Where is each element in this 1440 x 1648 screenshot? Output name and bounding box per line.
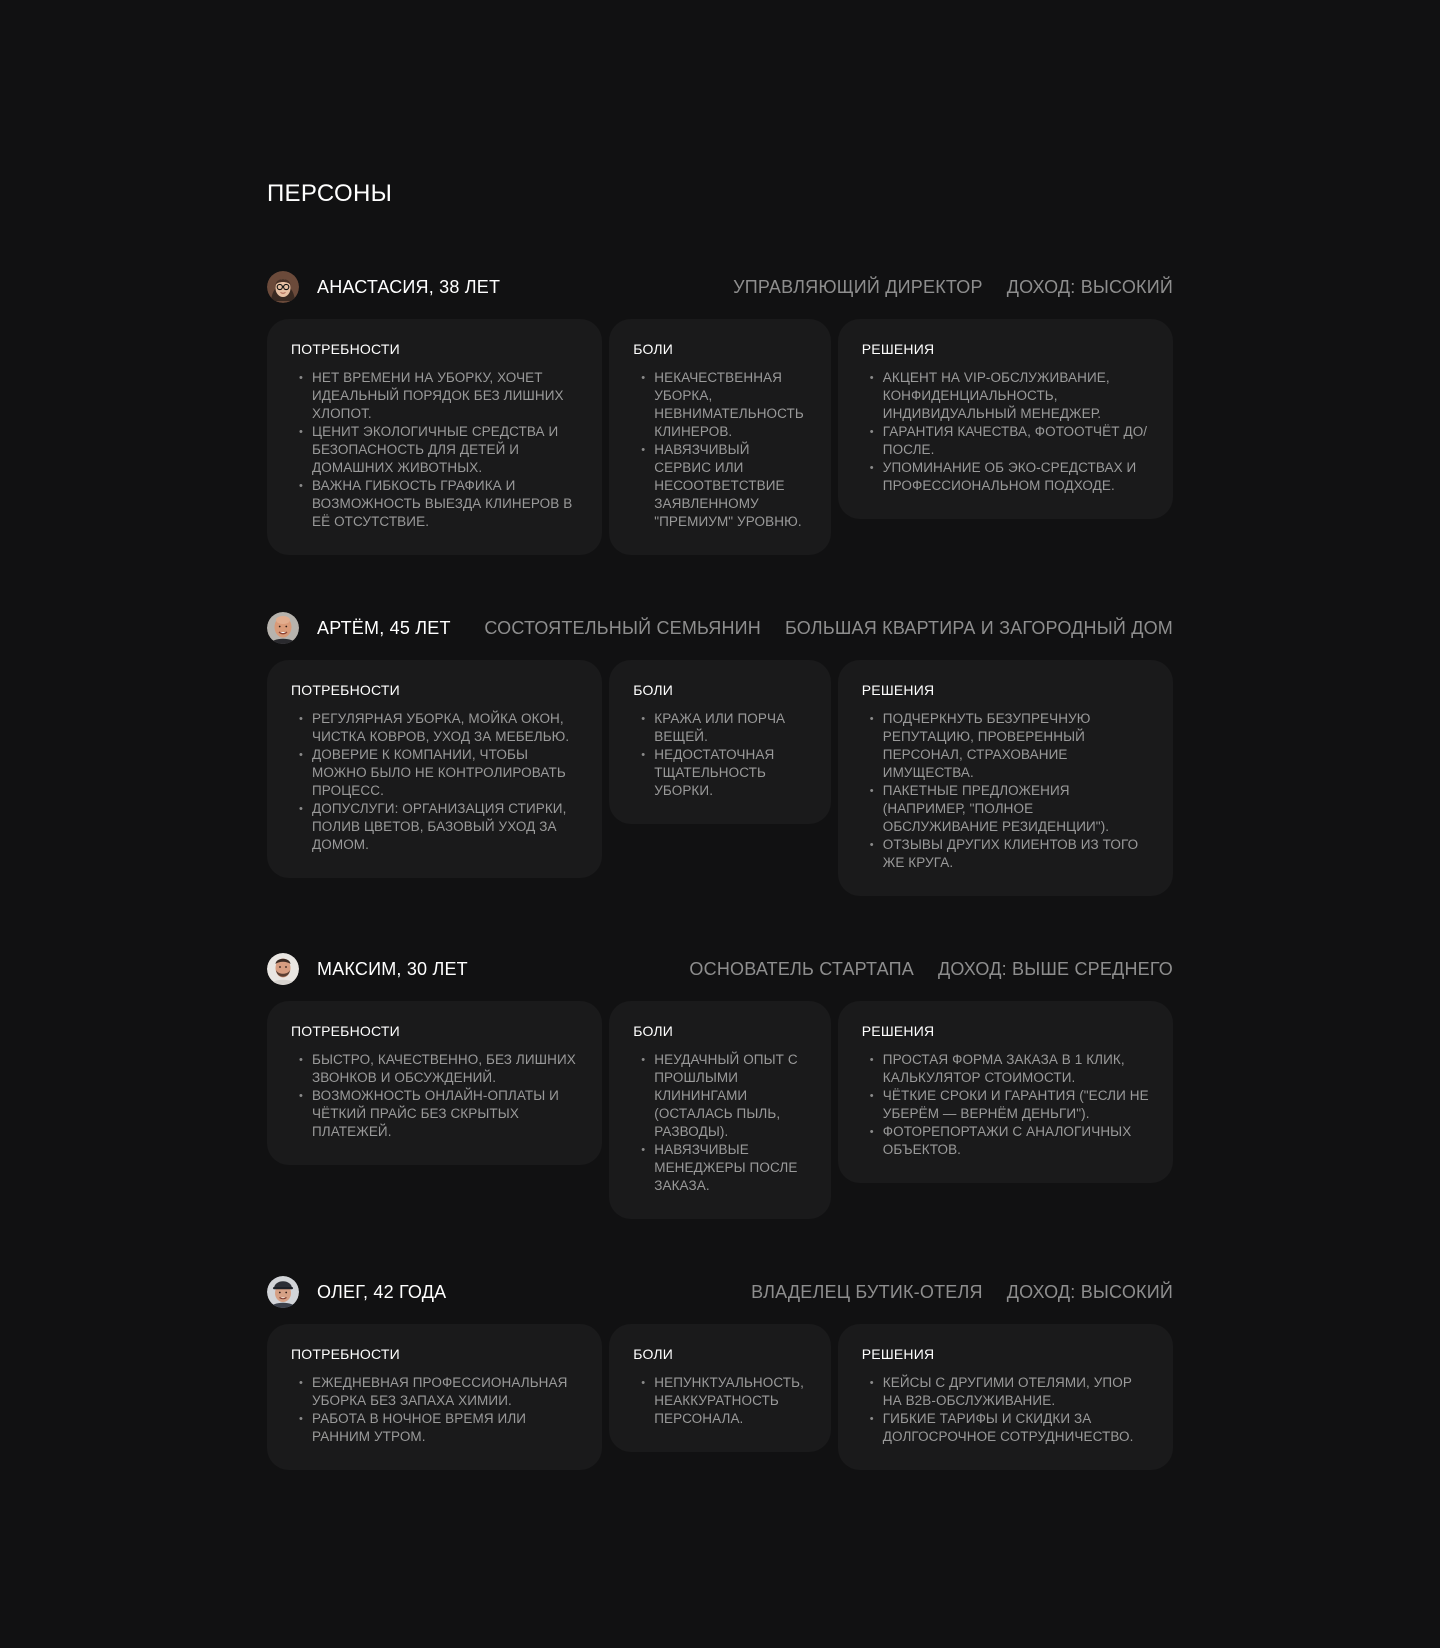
persona-cards	[267, 1001, 1173, 1219]
persona-maksim	[267, 952, 1173, 1219]
persona-header	[267, 270, 1173, 304]
list-item: • ЕЖЕДНЕВНАЯ ПРОФЕССИОНАЛЬНАЯ УБОРКА БЕЗ ЗАПАХА ХИМИИ.	[291, 1374, 578, 1410]
pains-card	[609, 1001, 831, 1219]
list-item: • РАБОТА В НОЧНОЕ ВРЕМЯ ИЛИ РАННИМ УТРОМ.	[291, 1410, 578, 1446]
list-item: • КЕЙСЫ С ДРУГИМИ ОТЕЛЯМИ, УПОР НА B2B-ОБСЛУЖИВАНИЕ.	[862, 1374, 1149, 1410]
man-with-cap-avatar	[267, 1276, 299, 1308]
needs-title: ПОТРЕБНОСТИ	[291, 682, 400, 698]
list-item: • ЦЕНИТ ЭКОЛОГИЧНЫЕ СРЕДСТВА И БЕЗОПАСНОСТЬ ДЛЯ ДЕТЕЙ И ДОМАШНИХ ЖИВОТНЫХ.	[291, 423, 578, 477]
list-item: • РЕГУЛЯРНАЯ УБОРКА, МОЙКА ОКОН, ЧИСТКА КОВРОВ, УХОД ЗА МЕБЕЛЬЮ.	[291, 710, 578, 746]
persona-identity	[267, 612, 451, 644]
persona-identity	[267, 953, 468, 985]
needs-title: ПОТРЕБНОСТИ	[291, 341, 400, 357]
list-item: • НЕКАЧЕСТВЕННАЯ УБОРКА, НЕВНИМАТЕЛЬНОСТЬ КЛИНЕРОВ.	[633, 369, 807, 441]
solutions-title: РЕШЕНИЯ	[861, 341, 935, 357]
persona-tags	[751, 1282, 1173, 1303]
solutions-card	[838, 660, 1173, 896]
list-item: • ПРОСТАЯ ФОРМА ЗАКАЗА В 1 КЛИК, КАЛЬКУЛЯТОР СТОИМОСТИ.	[862, 1051, 1149, 1087]
solutions-title: РЕШЕНИЯ	[861, 1023, 935, 1039]
pains-title: БОЛИ	[633, 341, 674, 357]
persona-cards	[267, 1324, 1173, 1470]
list-item: • НЕУДАЧНЫЙ ОПЫТ С ПРОШЛЫМИ КЛИНИНГАМИ (ОСТАЛАСЬ ПЫЛЬ, РАЗВОДЫ).	[633, 1051, 807, 1141]
list-item: • УПОМИНАНИЕ ОБ ЭКО-СРЕДСТВАХ И ПРОФЕССИОНАЛЬНОМ ПОДХОДЕ.	[862, 459, 1149, 495]
needs-card	[267, 319, 602, 555]
solutions-list	[862, 369, 1149, 495]
persona-oleg	[267, 1275, 1173, 1470]
list-item: • ПОДЧЕРКНУТЬ БЕЗУПРЕЧНУЮ РЕПУТАЦИЮ, ПРОВЕРЕННЫЙ ПЕРСОНАЛ, СТРАХОВАНИЕ ИМУЩЕСТВА.	[862, 710, 1149, 782]
pains-title: БОЛИ	[633, 1023, 674, 1039]
list-item: • НАВЯЗЧИВЫЕ МЕНЕДЖЕРЫ ПОСЛЕ ЗАКАЗА.	[633, 1141, 807, 1195]
pains-list	[633, 710, 807, 800]
pains-card	[609, 1324, 831, 1452]
persona-anastasia	[267, 270, 1173, 555]
persona-name: ОЛЕГ, 42 ГОДА	[317, 1281, 447, 1302]
pains-card	[609, 319, 831, 555]
list-item: • НЕПУНКТУАЛЬНОСТЬ, НЕАККУРАТНОСТЬ ПЕРСОНАЛА.	[633, 1374, 807, 1428]
persona-tags	[484, 618, 1173, 639]
persona-income: ДОХОД: ВЫСОКИЙ	[1006, 1281, 1173, 1302]
list-item: • БЫСТРО, КАЧЕСТВЕННО, БЕЗ ЛИШНИХ ЗВОНКОВ И ОБСУЖДЕНИЙ.	[291, 1051, 578, 1087]
persona-tags	[733, 277, 1173, 298]
list-item: • НЕДОСТАТОЧНАЯ ТЩАТЕЛЬНОСТЬ УБОРКИ.	[633, 746, 807, 800]
pains-list	[633, 1374, 807, 1428]
persona-header	[267, 611, 1173, 645]
woman-with-glasses-avatar	[267, 271, 299, 303]
needs-list	[291, 1374, 578, 1446]
page-title: ПЕРСОНЫ	[267, 180, 393, 207]
needs-card	[267, 660, 602, 878]
pains-card	[609, 660, 831, 824]
bald-man-avatar	[267, 612, 299, 644]
needs-card	[267, 1001, 602, 1165]
persona-cards	[267, 660, 1173, 896]
persona-property: БОЛЬШАЯ КВАРТИРА И ЗАГОРОДНЫЙ ДОМ	[785, 617, 1173, 638]
pains-title: БОЛИ	[633, 682, 674, 698]
persona-name: АРТЁМ, 45 ЛЕТ	[317, 617, 451, 638]
list-item: • ДОПУСЛУГИ: ОРГАНИЗАЦИЯ СТИРКИ, ПОЛИВ ЦВЕТОВ, БАЗОВЫЙ УХОД ЗА ДОМОМ.	[291, 800, 578, 854]
solutions-card	[838, 1001, 1173, 1183]
needs-title: ПОТРЕБНОСТИ	[291, 1023, 400, 1039]
bearded-man-avatar	[267, 953, 299, 985]
list-item: • ЧЁТКИЕ СРОКИ И ГАРАНТИЯ ("ЕСЛИ НЕ УБЕРЁМ — ВЕРНЁМ ДЕНЬГИ").	[862, 1087, 1149, 1123]
needs-list	[291, 1051, 578, 1141]
list-item: • НЕТ ВРЕМЕНИ НА УБОРКУ, ХОЧЕТ ИДЕАЛЬНЫЙ ПОРЯДОК БЕЗ ЛИШНИХ ХЛОПОТ.	[291, 369, 578, 423]
persona-role: УПРАВЛЯЮЩИЙ ДИРЕКТОР	[733, 276, 983, 297]
list-item: • ВОЗМОЖНОСТЬ ОНЛАЙН-ОПЛАТЫ И ЧЁТКИЙ ПРАЙС БЕЗ СКРЫТЫХ ПЛАТЕЖЕЙ.	[291, 1087, 578, 1141]
persona-role: ОСНОВАТЕЛЬ СТАРТАПА	[689, 958, 915, 979]
list-item: • ГИБКИЕ ТАРИФЫ И СКИДКИ ЗА ДОЛГОСРОЧНОЕ СОТРУДНИЧЕСТВО.	[862, 1410, 1149, 1446]
persona-identity	[267, 1276, 446, 1308]
persona-name: МАКСИМ, 30 ЛЕТ	[317, 958, 468, 979]
solutions-list	[862, 1374, 1149, 1446]
list-item: • ДОВЕРИЕ К КОМПАНИИ, ЧТОБЫ МОЖНО БЫЛО НЕ КОНТРОЛИРОВАТЬ ПРОЦЕСС.	[291, 746, 578, 800]
persona-role: СОСТОЯТЕЛЬНЫЙ СЕМЬЯНИН	[484, 617, 761, 638]
pains-title: БОЛИ	[633, 1346, 674, 1362]
list-item: • КРАЖА ИЛИ ПОРЧА ВЕЩЕЙ.	[633, 710, 807, 746]
needs-card	[267, 1324, 602, 1470]
persona-identity	[267, 271, 500, 303]
list-item: • ВАЖНА ГИБКОСТЬ ГРАФИКА И ВОЗМОЖНОСТЬ ВЫЕЗДА КЛИНЕРОВ В ЕЁ ОТСУТСТВИЕ.	[291, 477, 578, 531]
persona-header	[267, 952, 1173, 986]
persona-cards	[267, 319, 1173, 555]
solutions-card	[838, 319, 1173, 519]
persona-tags	[689, 959, 1173, 980]
persona-name: АНАСТАСИЯ, 38 ЛЕТ	[317, 276, 501, 297]
persona-header	[267, 1275, 1173, 1309]
needs-list	[291, 369, 578, 531]
needs-title: ПОТРЕБНОСТИ	[291, 1346, 400, 1362]
solutions-title: РЕШЕНИЯ	[861, 682, 935, 698]
pains-list	[633, 369, 807, 531]
pains-list	[633, 1051, 807, 1195]
solutions-card	[838, 1324, 1173, 1470]
solutions-list	[862, 710, 1149, 872]
list-item: • НАВЯЗЧИВЫЙ СЕРВИС ИЛИ НЕСООТВЕТСТВИЕ ЗАЯВЛЕННОМУ "ПРЕМИУМ" УРОВНЮ.	[633, 441, 807, 531]
list-item: • АКЦЕНТ НА VIP-ОБСЛУЖИВАНИЕ, КОНФИДЕНЦИАЛЬНОСТЬ, ИНДИВИДУАЛЬНЫЙ МЕНЕДЖЕР.	[862, 369, 1149, 423]
solutions-list	[862, 1051, 1149, 1159]
list-item: • ПАКЕТНЫЕ ПРЕДЛОЖЕНИЯ (НАПРИМЕР, "ПОЛНОЕ ОБСЛУЖИВАНИЕ РЕЗИДЕНЦИИ").	[862, 782, 1149, 836]
list-item: • ФОТОРЕПОРТАЖИ С АНАЛОГИЧНЫХ ОБЪЕКТОВ.	[862, 1123, 1149, 1159]
persona-income: ДОХОД: ВЫСОКИЙ	[1006, 276, 1173, 297]
needs-list	[291, 710, 578, 854]
persona-role: ВЛАДЕЛЕЦ БУТИК-ОТЕЛЯ	[751, 1281, 983, 1302]
solutions-title: РЕШЕНИЯ	[861, 1346, 935, 1362]
persona-income: ДОХОД: ВЫШЕ СРЕДНЕГО	[938, 958, 1173, 979]
persona-artyom	[267, 611, 1173, 896]
list-item: • ГАРАНТИЯ КАЧЕСТВА, ФОТООТЧЁТ ДО/ПОСЛЕ.	[862, 423, 1149, 459]
list-item: • ОТЗЫВЫ ДРУГИХ КЛИЕНТОВ ИЗ ТОГО ЖЕ КРУГА.	[862, 836, 1149, 872]
